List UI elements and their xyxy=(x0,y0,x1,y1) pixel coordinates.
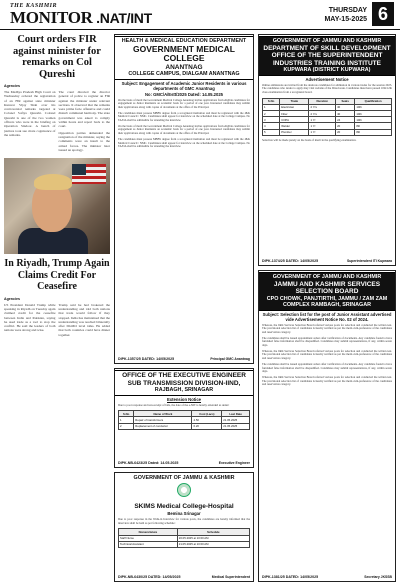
story1-text-c: Opposition parties demanded the resignation of the minister, saying the comments were an insult to the armed forces. The minister later issued an apology. xyxy=(58,130,110,152)
ad-pwd-text: Due to poor response and non-receipt of bids, the date of the e-NIT is hereby extended as under: xyxy=(118,402,230,407)
table-cell: Electrician xyxy=(280,104,309,110)
ad-skill-dept: DEPARTMENT OF SKILL DEVELOPMENT xyxy=(263,44,391,52)
news-photo xyxy=(4,158,110,254)
story1-headline[interactable]: Court orders FIR against minister for remarks on Col Qureshi xyxy=(13,34,101,80)
story1-byline: Agencies xyxy=(4,84,20,88)
table-cell: 2 xyxy=(119,423,134,429)
ad-skill-signatory: Superintendent ITI Kupwara xyxy=(346,259,392,263)
ad-skims-col-header: Nomenclature xyxy=(119,529,178,535)
ad-skill-institute: INDUSTRIES TRAINING INSTITUTE xyxy=(273,59,381,67)
masthead xyxy=(0,0,400,30)
masthead-date-value: MAY-15-2025 xyxy=(324,16,367,23)
ad-medical-number: DIPK-1357/25 DATED: 14/05/2025 xyxy=(118,357,175,361)
ad-pwd[interactable] xyxy=(114,368,254,468)
ad-pwd-col-header: S.No xyxy=(119,411,134,417)
ad-pwd-office: OFFICE OF THE EXECUTIVE ENGINEER xyxy=(122,372,246,379)
ad-ssb-text-e: Whereas, the J&K Services Selection Board referred various posts for selection and conducted the written test. The provisional selection list of candidates is hereby notified as per the merit-cum-preference of the candidates and reservation category. xyxy=(262,374,392,387)
table-cell: 20.05.2025 at 10:00 AM xyxy=(177,535,249,541)
table-cell: COPA xyxy=(280,117,309,123)
ad-medical-dept: HEALTH & MEDICAL EDUCATION DEPARTMENT xyxy=(121,38,247,44)
table-cell: 8th xyxy=(355,123,392,129)
table-cell: 8th xyxy=(355,129,392,135)
ad-medical[interactable] xyxy=(114,34,254,364)
ad-ssb-signatory: Secretary JKSSB xyxy=(364,575,392,579)
table-cell: 1 Yr xyxy=(309,129,336,135)
flag-image xyxy=(72,164,106,184)
ad-skill-col-header: Qualification xyxy=(355,98,392,104)
masthead-section: .NAT/INT xyxy=(92,10,152,26)
ad-skill-subtitle: Advertisement Notice xyxy=(305,76,349,82)
masthead-day: THURSDAY xyxy=(328,7,367,14)
table-cell: Welder xyxy=(280,123,309,129)
ad-medical-ref: No: GMC/A/Estt/2025 Dated: 14.05.2025 xyxy=(145,91,223,97)
table-cell: 10th xyxy=(355,104,392,110)
table-cell: 20 xyxy=(336,123,355,129)
ad-skims-table-body xyxy=(119,535,250,547)
ad-skims[interactable] xyxy=(114,472,254,582)
ad-ssb-text-c: Whereas, the J&K Services Selection Board referred various posts for selection and conducted the written test. The provisional selection list of candidates is hereby notified as per the merit-cum-preference of the candidates and reservation category. xyxy=(262,348,392,361)
skims-logo-icon xyxy=(177,483,191,497)
table-row xyxy=(119,423,250,429)
table-cell: 1 Yr xyxy=(309,117,336,123)
ad-skims-name: SKIMS Medical College-Hospital xyxy=(134,502,234,510)
table-cell: 2 xyxy=(263,110,280,116)
ad-medical-signatory: Principal GMC Anantnag xyxy=(210,357,250,361)
masthead-date xyxy=(324,6,367,24)
ad-medical-text-b: The candidates must possess MBBS degree from a recognized institution and must be registered with the J&K Medical Council / NMC. Candidates shall appear for interview on the scheduled date at the College Campus. No TA/DA shall be admissible for attending the interview. xyxy=(118,110,250,123)
table-row xyxy=(119,541,250,547)
ad-ssb-subject: Subject: Selection list for the post of Junior Assistant advertised vide Advertisement Notice No. 02 of 2024. xyxy=(262,311,392,322)
ad-skims-text: Due to poor response in the Walk-in Interview for various posts, the candidates are hereby informed that the interview shall be held as per following schedule: xyxy=(118,517,250,525)
masthead-title xyxy=(10,8,152,28)
ad-medical-text-d: The candidates must possess MBBS degree from a recognized institution and must be registered with the J&K Medical Council / NMC. Candidates shall appear for interview on the scheduled date at the College Campus. No TA/DA shall be admissible for attending the interview. xyxy=(118,136,250,149)
ad-skill-office: OFFICE OF THE SUPERINTENDENT xyxy=(271,52,383,59)
table-cell: 21.05.2025 xyxy=(222,423,250,429)
ad-skill-table xyxy=(262,98,392,136)
ad-pwd-col-header: Name of Work xyxy=(134,411,192,417)
table-cell: 24 xyxy=(336,117,355,123)
ad-skill-text: Online admissions are invited from the desirous candidates for admission in various trades for the session 2025. The candidates who desire to apply may visit website of the Directorate. Candidates must have passed 10th/12th class examination from a recognized board. xyxy=(262,82,392,94)
ad-medical-text-a: On the basis of merit the Government Medical College Anantnag invites applications from eligible candidates for engagement as Junior Residents on academic basis for a period of one year. Interested candidates may submit their applications along with copies of documents at the office of the Principal. xyxy=(118,97,250,109)
table-cell: 40 xyxy=(336,110,355,116)
ad-skill-note: Selection will be made purely on the basis of merit in the qualifying examination. xyxy=(262,137,357,142)
news-column xyxy=(4,34,110,582)
ad-skims-signatory: Medical Superintendent xyxy=(211,575,250,579)
ad-skill-col-header: Seats xyxy=(336,98,355,104)
table-cell: 6.20 xyxy=(192,423,222,429)
ad-skill-govt: GOVERNMENT OF JAMMU AND KASHMIR xyxy=(272,38,382,44)
table-row xyxy=(263,129,392,135)
ad-skill-header xyxy=(259,36,395,76)
table-cell: Replacement of conductor xyxy=(134,423,192,429)
story2-headline[interactable]: In Riyadh, Trump Again Claims Credit For Ceasefire xyxy=(4,258,110,293)
ad-skims-govt: GOVERNMENT OF JAMMU & KASHMIR xyxy=(133,475,235,481)
ad-ssb-text-a: Whereas, the J&K Services Selection Board referred various posts for selection and conducted the written test. The provisional selection list of candidates is hereby notified as per the merit-cum-preference of the candidates and reservation category. xyxy=(262,322,392,334)
table-cell: 1 Yr xyxy=(309,123,336,129)
ad-skill-col-header: Trade xyxy=(280,98,309,104)
masthead-name: MONITOR xyxy=(10,8,93,27)
photo-hair xyxy=(34,174,72,190)
ad-ssb-board: JAMMU AND KASHMIR SERVICES xyxy=(273,280,381,288)
ads-area xyxy=(114,34,396,582)
ad-pwd-signatory: Executive Engineer xyxy=(218,461,250,465)
story1-text-a: The Madhya Pradesh High Court on Wednesday ordered the registration of an FIR against state minister Kunwar Vijay Shah over his controversial remarks targeted at Colonel Sofiya Qureshi. Colonel Qureshi is one of the two women officers who were in the briefing on Operation Sindoor. A bench of justices took suo motu cognisance of the remarks. xyxy=(4,90,56,137)
story2-body xyxy=(4,303,110,337)
ad-medical-city: ANANTNAG xyxy=(165,63,203,71)
ad-skill-col-header: S.No xyxy=(263,98,280,104)
story2-byline: Agencies xyxy=(4,296,20,301)
ad-pwd-col-header: Cost (Lacs) xyxy=(192,411,222,417)
ad-skill-col-header: Duration xyxy=(309,98,336,104)
ad-ssb-text-d: The candidates shall be issued appointment orders after verification of documents. Any candidate found to have furnished false information shall be disqualified. Candidates may submit representations, if any, within seven days. xyxy=(262,361,392,374)
table-cell: 4 xyxy=(263,123,280,129)
table-cell: 20 xyxy=(336,129,355,135)
table-cell: 1 xyxy=(263,104,280,110)
ad-pwd-header xyxy=(115,370,253,396)
table-cell: 4.50 xyxy=(192,417,222,423)
ad-pwd-city: RAJBAGH, SRINAGAR xyxy=(154,387,214,393)
table-cell: Technical Assistant xyxy=(119,541,178,547)
ad-ssb-govt: GOVERNMENT OF JAMMU AND KASHMIR xyxy=(272,274,382,280)
ad-medical-college: GOVERNMENT MEDICAL COLLEGE xyxy=(133,43,235,63)
ad-ssb-selection: SELECTION BOARD xyxy=(295,288,359,295)
ad-pwd-division: SUB TRANSMISSION DIVISION-IIND, xyxy=(127,379,241,387)
ad-skims-logo xyxy=(115,483,253,502)
story1-text-b: The court directed the director general of police to register an FIR against the minister under relevant sections. It observed that the remarks were prima facie offensive and could disturb communal harmony. The state government was asked to comply within hours and report back to the court. xyxy=(58,90,110,129)
ad-pwd-table-body xyxy=(119,417,250,429)
ad-ssb-header xyxy=(259,272,395,311)
table-cell: 21.05.2025 at 10:00 AM xyxy=(177,541,249,547)
ad-ssb-text-b: The candidates shall be issued appointment orders after verification of documents. Any candidate found to have furnished false information shall be disqualified. Candidates may submit representations, if any, within seven days. xyxy=(262,335,392,348)
ad-skill-number: DIPK-1374/25 DATED: 14/05/2025 xyxy=(262,259,319,263)
table-cell: 5 xyxy=(263,129,280,135)
ad-medical-subject: Subject: Engagement of Academic Junior Residents in various departments of GMC Anantnag xyxy=(121,80,247,91)
table-cell: Staff Nurse xyxy=(119,535,178,541)
ad-skill[interactable] xyxy=(258,34,396,266)
ad-pwd-subtitle: Extension Notice xyxy=(167,396,201,402)
table-cell: 10th xyxy=(355,110,392,116)
ad-ssb-address: CPO CHOWK, PANJTIRTHI, JAMMU / ZAM ZAM COMPLEX RAMBAGH, SRINAGAR xyxy=(266,295,388,308)
table-cell: 21.05.2025 xyxy=(222,417,250,423)
story2-text-a: US President Donald Trump while speaking in Riyadh on Tuesday again claimed credit for the ceasefire between India and Pakistan, saying he used trade as a tool to stop the conflict. He said the leaders of both nations were strong and wise. xyxy=(4,302,56,333)
table-cell: 1 xyxy=(119,417,134,423)
table-cell: 3 xyxy=(263,117,280,123)
ad-skims-number: DIPK-NB-6430/25 DATED: 14/05/2025 xyxy=(118,575,181,579)
page-number: 6 xyxy=(372,2,394,26)
masthead-prefix: THE KASHMIR xyxy=(10,3,58,9)
ad-ssb[interactable] xyxy=(258,270,396,582)
table-cell: 40 xyxy=(336,104,355,110)
photo-suit xyxy=(18,228,88,254)
story1-body xyxy=(4,90,110,152)
ad-skims-place: Bemina Srinagar xyxy=(167,511,201,516)
ad-pwd-number: DIPK-NB-6423/25 Dated: 14.05.2025 xyxy=(118,461,179,465)
ad-skill-table-body xyxy=(263,104,392,135)
ad-pwd-table xyxy=(118,410,250,430)
table-cell: 2 Yrs xyxy=(309,110,336,116)
ad-pwd-col-header: Last Date xyxy=(222,411,250,417)
table-cell: 10th xyxy=(355,117,392,123)
table-cell: 2 Yrs xyxy=(309,104,336,110)
story2-text-b: Trump said he had brokered the understanding and told both nations that trade would follow if they stopped. India has maintained that the understanding was reached bilaterally after DGMO level talks. He added that both countries could have dinner together. xyxy=(58,302,110,337)
ad-medical-campus: COLLEGE CAMPUS, DIALGAM ANANTNAG xyxy=(128,71,240,77)
ad-medical-text-c: On the basis of merit the Government Medical College Anantnag invites applications from eligible candidates for engagement as Junior Residents on academic basis for a period of one year. Interested candidates may submit their applications along with copies of documents at the office of the Principal. xyxy=(118,123,250,136)
ad-ssb-number: DIPK-1381/25 DATED: 14/05/2025 xyxy=(262,575,319,579)
ad-skims-col-header: Schedule xyxy=(177,529,249,535)
story1-column-b xyxy=(59,90,111,152)
table-cell: Plumber xyxy=(280,129,309,135)
table-cell: Repair of transformers xyxy=(134,417,192,423)
ad-skill-district: KUPWARA (DISTRICT KUPWARA) xyxy=(283,67,371,73)
ad-medical-header xyxy=(115,36,253,80)
ad-skims-table xyxy=(118,528,250,548)
table-cell: Fitter xyxy=(280,110,309,116)
